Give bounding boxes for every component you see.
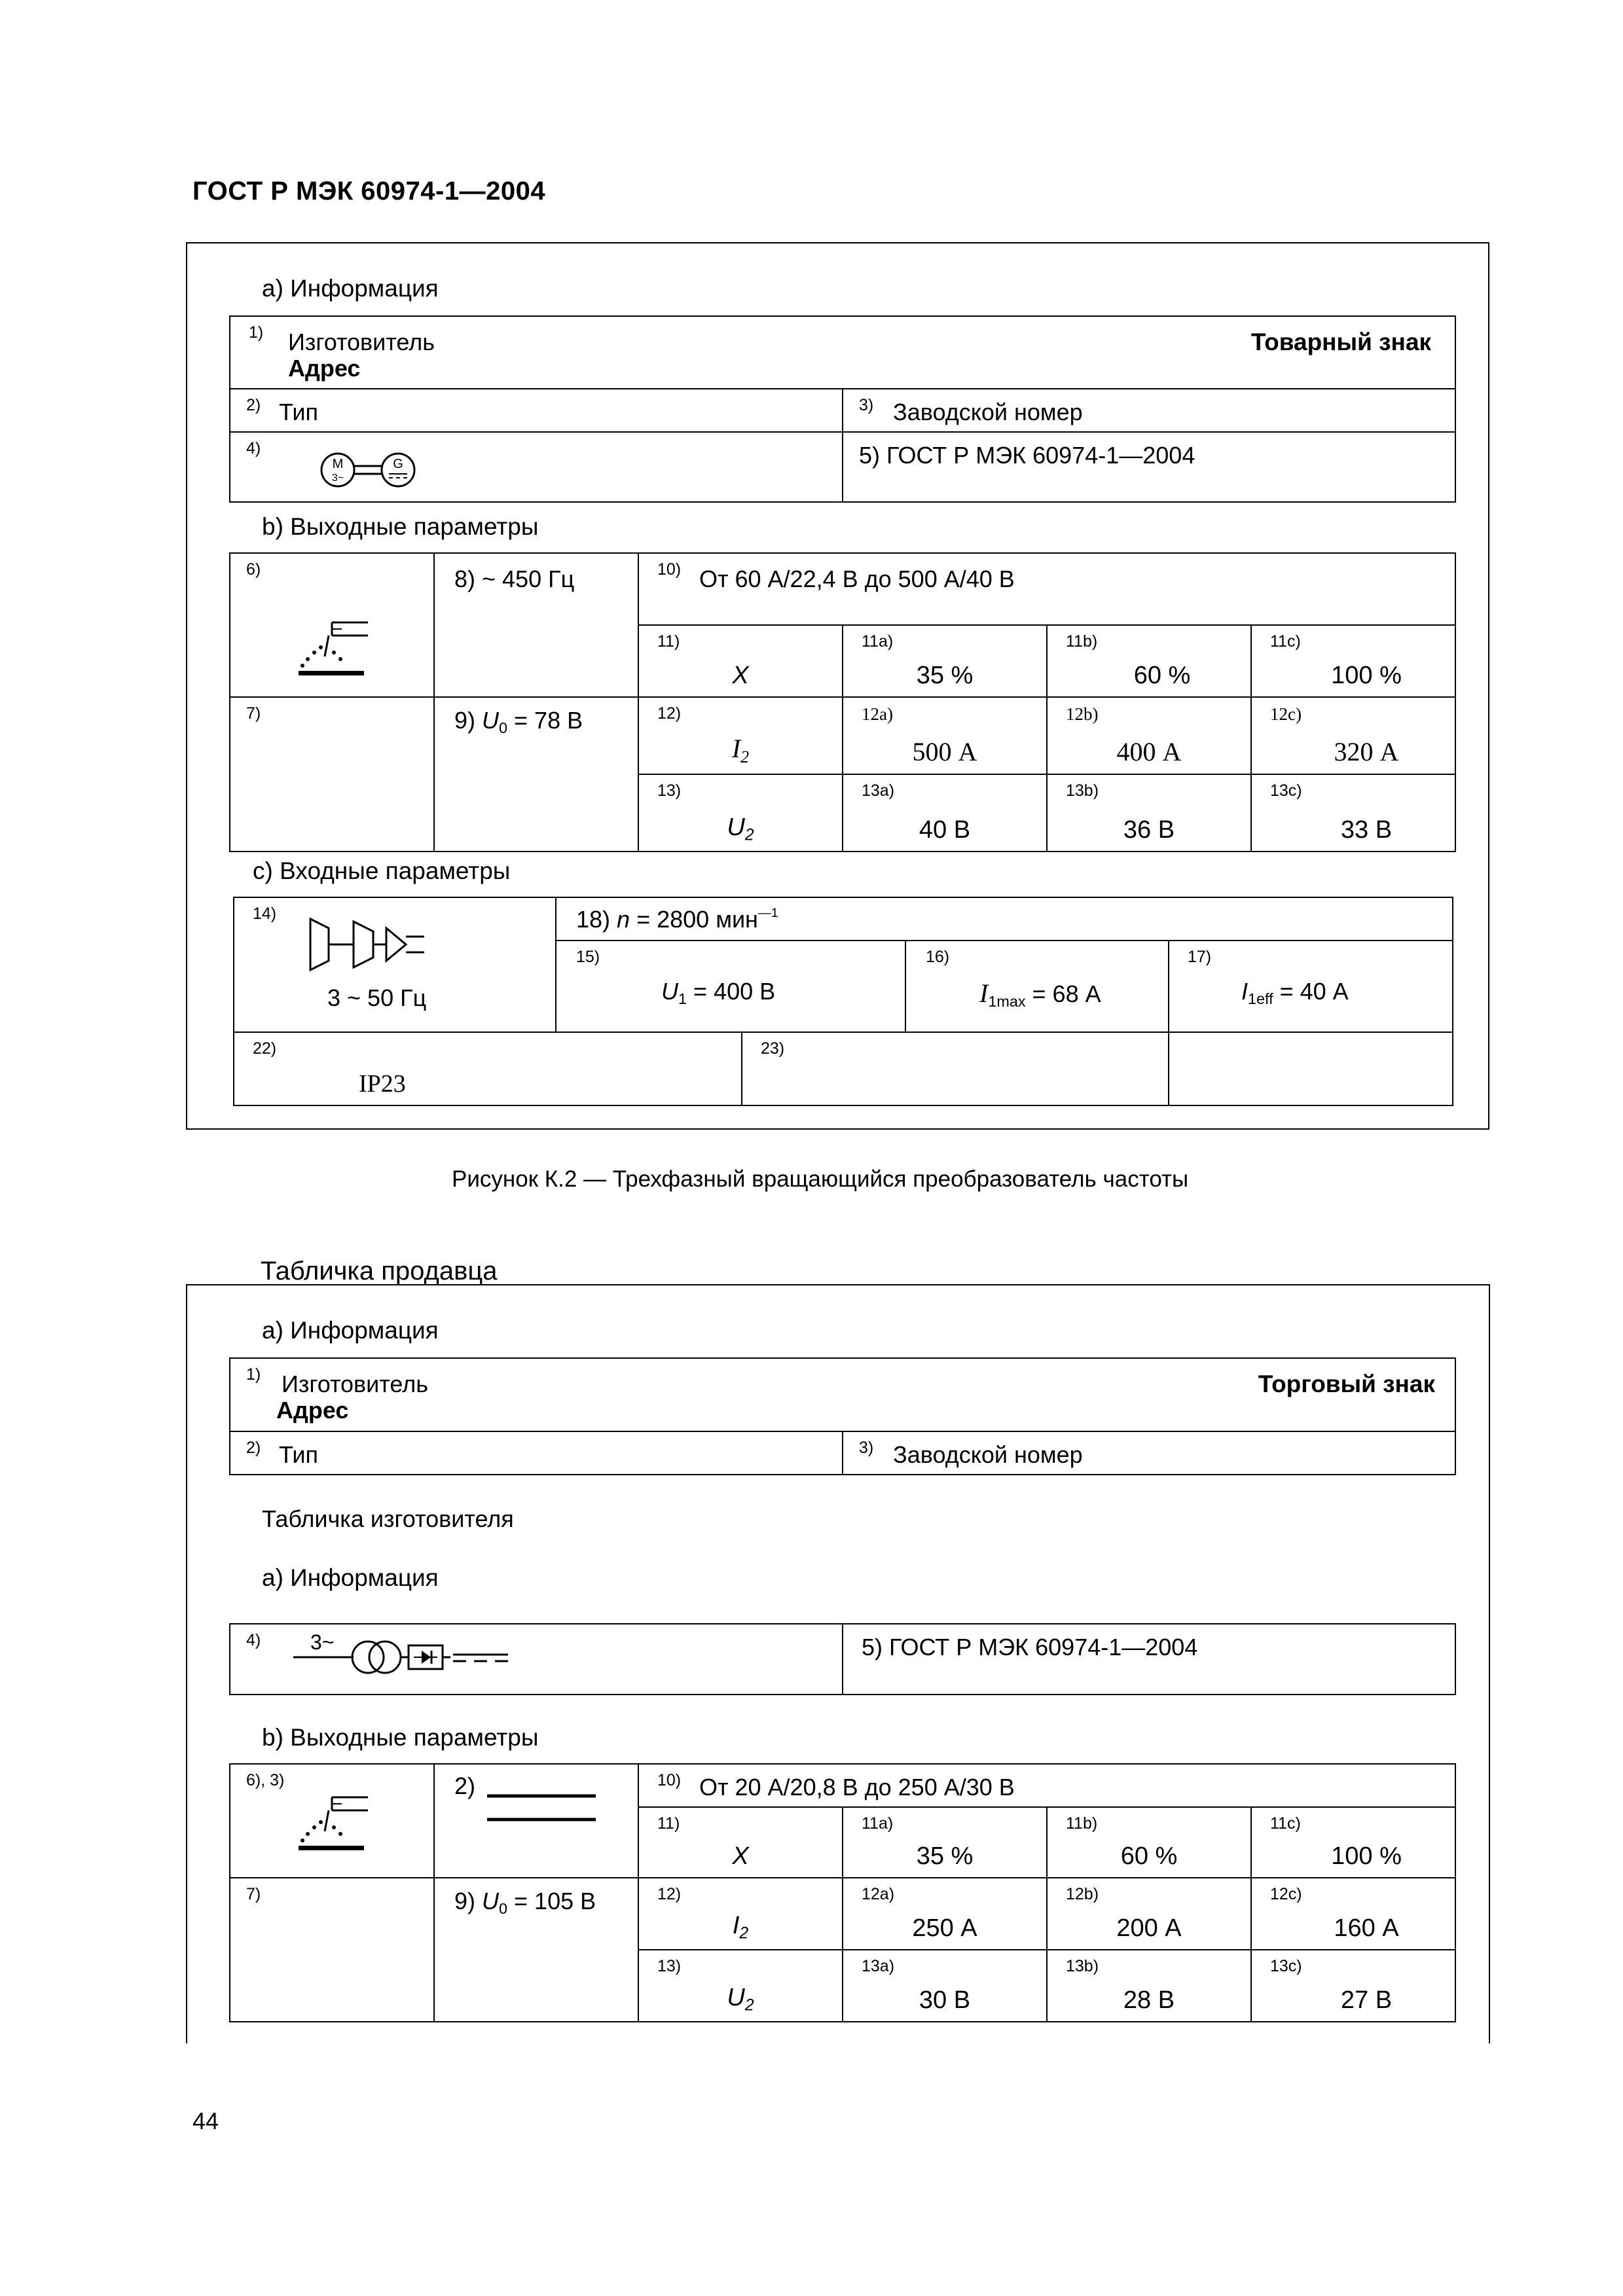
maker-voltage-c-cell: [1251, 1950, 1455, 2022]
max-current-cell: [905, 941, 1169, 1032]
maker-voltage-var: $U_2$: [727, 1983, 754, 2014]
duty-a-value: 35 %: [916, 662, 974, 689]
maker-plate-title: Табличка изготовителя: [262, 1505, 514, 1532]
maker-section-a-label: a) Информация: [262, 1564, 439, 1591]
mains-plug-icon: [308, 915, 439, 974]
current-c-cell: [1251, 697, 1455, 774]
voltage-a-cell: [843, 774, 1047, 852]
field-13b-label: 13b): [1066, 781, 1099, 800]
maker-field-11a-label: 11a): [862, 1814, 894, 1833]
field-14-label: 14): [253, 905, 277, 923]
maker-duty-a-value: 35 %: [916, 1842, 974, 1870]
maker-field-12b-label: 12b): [1066, 1885, 1099, 1903]
seller-manufacturer-cell: [230, 1358, 1455, 1431]
maker-field-12c-label: 12c): [1270, 1885, 1302, 1903]
maker-duty-var-cell: [638, 1807, 843, 1878]
maker-duty-c-cell: [1251, 1807, 1455, 1878]
section-c-label: c) Входные параметры: [253, 857, 511, 884]
input-voltage-cell: [556, 941, 905, 1032]
duty-a-cell: [843, 625, 1047, 697]
symbol-cell: [230, 432, 843, 502]
field-10-label: 10): [657, 560, 682, 579]
maker-current-a-value: 250 А: [912, 1914, 977, 1942]
protection-cell: [234, 1032, 742, 1105]
process-symbol-cell: [230, 553, 434, 697]
duty-var-cell: [638, 625, 843, 697]
maker-field-13b-label: 13b): [1066, 1957, 1099, 1975]
output-table: [229, 552, 1456, 852]
field-15-label: 15): [576, 948, 600, 966]
generator-letter: G: [393, 457, 403, 471]
voltage-var: $U_2$: [727, 813, 754, 844]
range-cell: [638, 553, 1455, 625]
voltage-c-cell: [1251, 774, 1455, 852]
current-b-cell: [1047, 697, 1251, 774]
maker-no-load-voltage: 9) $U_0 = 105$ В: [454, 1888, 596, 1918]
info-table: [229, 315, 1456, 503]
maker-field-11-label: 11): [657, 1814, 680, 1833]
welding-torch-icon: [296, 1791, 374, 1856]
seller-trademark-label: Торговый знак: [1258, 1371, 1435, 1397]
current-b-value: 400 А: [1116, 737, 1182, 766]
motor-generator-icon: [314, 448, 419, 492]
motor-phase: 3~: [331, 473, 344, 484]
maker-duty-c-value: 100 %: [1331, 1842, 1402, 1870]
frequency-label: 8) ~ 450 Гц: [454, 565, 575, 592]
seller-type-cell: [230, 1431, 843, 1475]
maker-voltage-a-cell: [843, 1950, 1047, 2022]
voltage-a-value: 40 В: [919, 816, 971, 844]
type-cell: [230, 389, 843, 432]
field-23-label: 23): [761, 1039, 785, 1058]
input-voltage: $U_1 = 400$ В: [661, 978, 776, 1008]
seller-field-3-label: 3): [859, 1439, 874, 1457]
maker-voltage-a-value: 30 В: [919, 1986, 971, 2014]
document-header: ГОСТ Р МЭК 60974-1—2004: [192, 177, 546, 206]
field-12a-label: 12a): [862, 704, 893, 724]
field-4-label: 4): [246, 439, 261, 457]
maker-field-7-label: 7): [246, 1885, 261, 1903]
maker-duty-a-cell: [843, 1807, 1047, 1878]
input-table: [233, 897, 1453, 1106]
serial-cell: [843, 389, 1455, 432]
voltage-b-cell: [1047, 774, 1251, 852]
maker-no-load-voltage-cell: [434, 1878, 638, 2022]
field-11a-label: 11a): [862, 632, 894, 651]
maker-field-11b-label: 11b): [1066, 1814, 1098, 1833]
current-a-value: 500 А: [912, 737, 977, 766]
range-label: От 60 А/22,4 В до 500 А/40 В: [699, 565, 1015, 592]
seller-field-2-label: 2): [246, 1439, 261, 1457]
field-3-label: 3): [859, 396, 874, 414]
maker-field-7-cell: [230, 1878, 434, 2022]
supply-symbol-cell: [234, 897, 556, 1032]
direct-current-icon: [487, 1791, 598, 1830]
seller-type-label: Тип: [279, 1441, 319, 1468]
maker-output-type-cell: [434, 1764, 638, 1878]
seller-address-label: Адрес: [276, 1397, 349, 1424]
field-23-cell: [742, 1032, 1169, 1105]
maker-field-6-3-label: 6), 3): [246, 1771, 285, 1789]
field-16-label: 16): [926, 948, 950, 966]
welding-torch-icon: [296, 616, 374, 681]
maker-duty-b-cell: [1047, 1807, 1251, 1878]
maker-field-13c-label: 13c): [1270, 1957, 1302, 1975]
eff-input-current: $I_{1eff} = 40$ А: [1241, 978, 1349, 1008]
maker-duty-b-value: 60 %: [1120, 1842, 1178, 1870]
field-22-label: 22): [253, 1039, 277, 1058]
seller-serial-cell: [843, 1431, 1455, 1475]
empty-cell: [1169, 1032, 1453, 1105]
supply-frequency: 3 ~ 50 Гц: [327, 984, 427, 1011]
no-load-voltage-cell: [434, 697, 638, 852]
direct-current-icon: [453, 1648, 512, 1668]
maker-phase-label: 3~: [310, 1630, 335, 1654]
maker-current-c-cell: [1251, 1878, 1455, 1950]
maker-standard-label: 5) ГОСТ Р МЭК 60974-1—2004: [862, 1634, 1198, 1660]
field-11-label: 11): [657, 632, 680, 651]
section-b-label: b) Выходные параметры: [262, 513, 539, 540]
transformer-rectifier-icon: [293, 1628, 555, 1687]
maker-output-table: [229, 1763, 1456, 2022]
maker-current-b-value: 200 А: [1116, 1914, 1182, 1942]
duty-b-cell: [1047, 625, 1251, 697]
maker-range-cell: [638, 1764, 1455, 1807]
field-17-label: 17): [1188, 948, 1212, 966]
maker-voltage-b-cell: [1047, 1950, 1251, 2022]
protection-class: IP23: [359, 1070, 406, 1098]
maker-field-12-label: 12): [657, 1885, 682, 1903]
field-2-label: 2): [246, 396, 261, 414]
trademark-label: Товарный знак: [1250, 329, 1431, 355]
maker-field-2-label: 2): [454, 1772, 476, 1799]
maker-symbol-cell: [230, 1624, 843, 1695]
field-12c-label: 12c): [1270, 704, 1302, 724]
field-7-label: 7): [246, 704, 261, 723]
field-13-label: 13): [657, 781, 682, 800]
maker-voltage-b-value: 28 В: [1123, 1986, 1175, 2014]
maker-section-b-label: b) Выходные параметры: [262, 1724, 539, 1751]
field-12-label: 12): [657, 704, 682, 723]
duty-c-value: 100 %: [1331, 662, 1402, 689]
frequency-cell: [434, 553, 638, 697]
seller-info-table: [229, 1357, 1456, 1475]
figure-caption: Рисунок К.2 — Трехфазный вращающийся преобразователь частоты: [452, 1166, 1189, 1192]
voltage-c-value: 33 В: [1340, 816, 1393, 844]
voltage-b-value: 36 В: [1123, 816, 1175, 844]
standard-label: 5) ГОСТ Р МЭК 60974-1—2004: [859, 442, 1195, 469]
field-6-label: 6): [246, 560, 261, 579]
type-label: Тип: [279, 399, 319, 425]
address-label: Адрес: [288, 355, 361, 382]
no-load-voltage: 9) $U_0 = 78$ В: [454, 707, 583, 737]
max-input-current: $I_{1max} = 68$ А: [979, 978, 1101, 1011]
speed-cell: [556, 897, 1453, 941]
field-12b-label: 12b): [1066, 704, 1099, 724]
maker-process-symbol-cell: [230, 1764, 434, 1878]
duty-b-value: 60 %: [1133, 662, 1191, 689]
maker-field-11c-label: 11c): [1270, 1814, 1301, 1833]
speed-label: 18) n = 2800 мин$^{—1}$: [576, 906, 778, 933]
serial-label: Заводской номер: [893, 399, 1083, 425]
maker-field-12a-label: 12a): [862, 1885, 895, 1903]
current-a-cell: [843, 697, 1047, 774]
field-13a-label: 13a): [862, 781, 895, 800]
current-var: $I_2$: [731, 734, 750, 766]
maker-field-13-label: 13): [657, 1957, 682, 1975]
standard-cell: [843, 432, 1455, 502]
manufacturer-label: Изготовитель: [288, 329, 435, 355]
seller-serial-label: Заводской номер: [893, 1441, 1083, 1468]
maker-field-4-label: 4): [246, 1631, 261, 1649]
maker-range-label: От 20 А/20,8 В до 250 А/30 В: [699, 1774, 1015, 1801]
seller-section-a-label: a) Информация: [262, 1317, 439, 1344]
seller-plate-title: Табличка продавца: [261, 1257, 498, 1285]
field-11c-label: 11c): [1270, 632, 1301, 651]
maker-duty-var: X: [732, 1842, 749, 1870]
maker-voltage-c-value: 27 В: [1340, 1986, 1393, 2014]
current-var-cell: [638, 697, 843, 774]
field-11b-label: 11b): [1066, 632, 1098, 651]
eff-current-cell: [1169, 941, 1453, 1032]
maker-current-var: $I_2$: [732, 1911, 749, 1942]
section-a-label: a) Информация: [262, 275, 439, 302]
duty-var: X: [732, 662, 749, 689]
field-7-cell: [230, 697, 434, 852]
maker-voltage-var-cell: [638, 1950, 843, 2022]
page-number: 44: [192, 2108, 219, 2134]
maker-current-b-cell: [1047, 1878, 1251, 1950]
maker-current-a-cell: [843, 1878, 1047, 1950]
seller-manufacturer-label: Изготовитель: [282, 1371, 428, 1397]
maker-info-table: [229, 1623, 1456, 1695]
field-1-label: 1): [249, 323, 264, 342]
maker-standard-cell: [843, 1624, 1455, 1695]
maker-field-13a-label: 13a): [862, 1957, 895, 1975]
seller-field-1-label: 1): [246, 1365, 261, 1384]
maker-field-10-label: 10): [657, 1771, 682, 1789]
maker-current-c-value: 160 А: [1334, 1914, 1399, 1942]
maker-current-var-cell: [638, 1878, 843, 1950]
duty-c-cell: [1251, 625, 1455, 697]
voltage-var-cell: [638, 774, 843, 852]
field-13c-label: 13c): [1270, 781, 1302, 800]
manufacturer-cell: [230, 316, 1455, 389]
current-c-value: 320 А: [1334, 737, 1399, 766]
motor-letter: M: [332, 457, 344, 471]
